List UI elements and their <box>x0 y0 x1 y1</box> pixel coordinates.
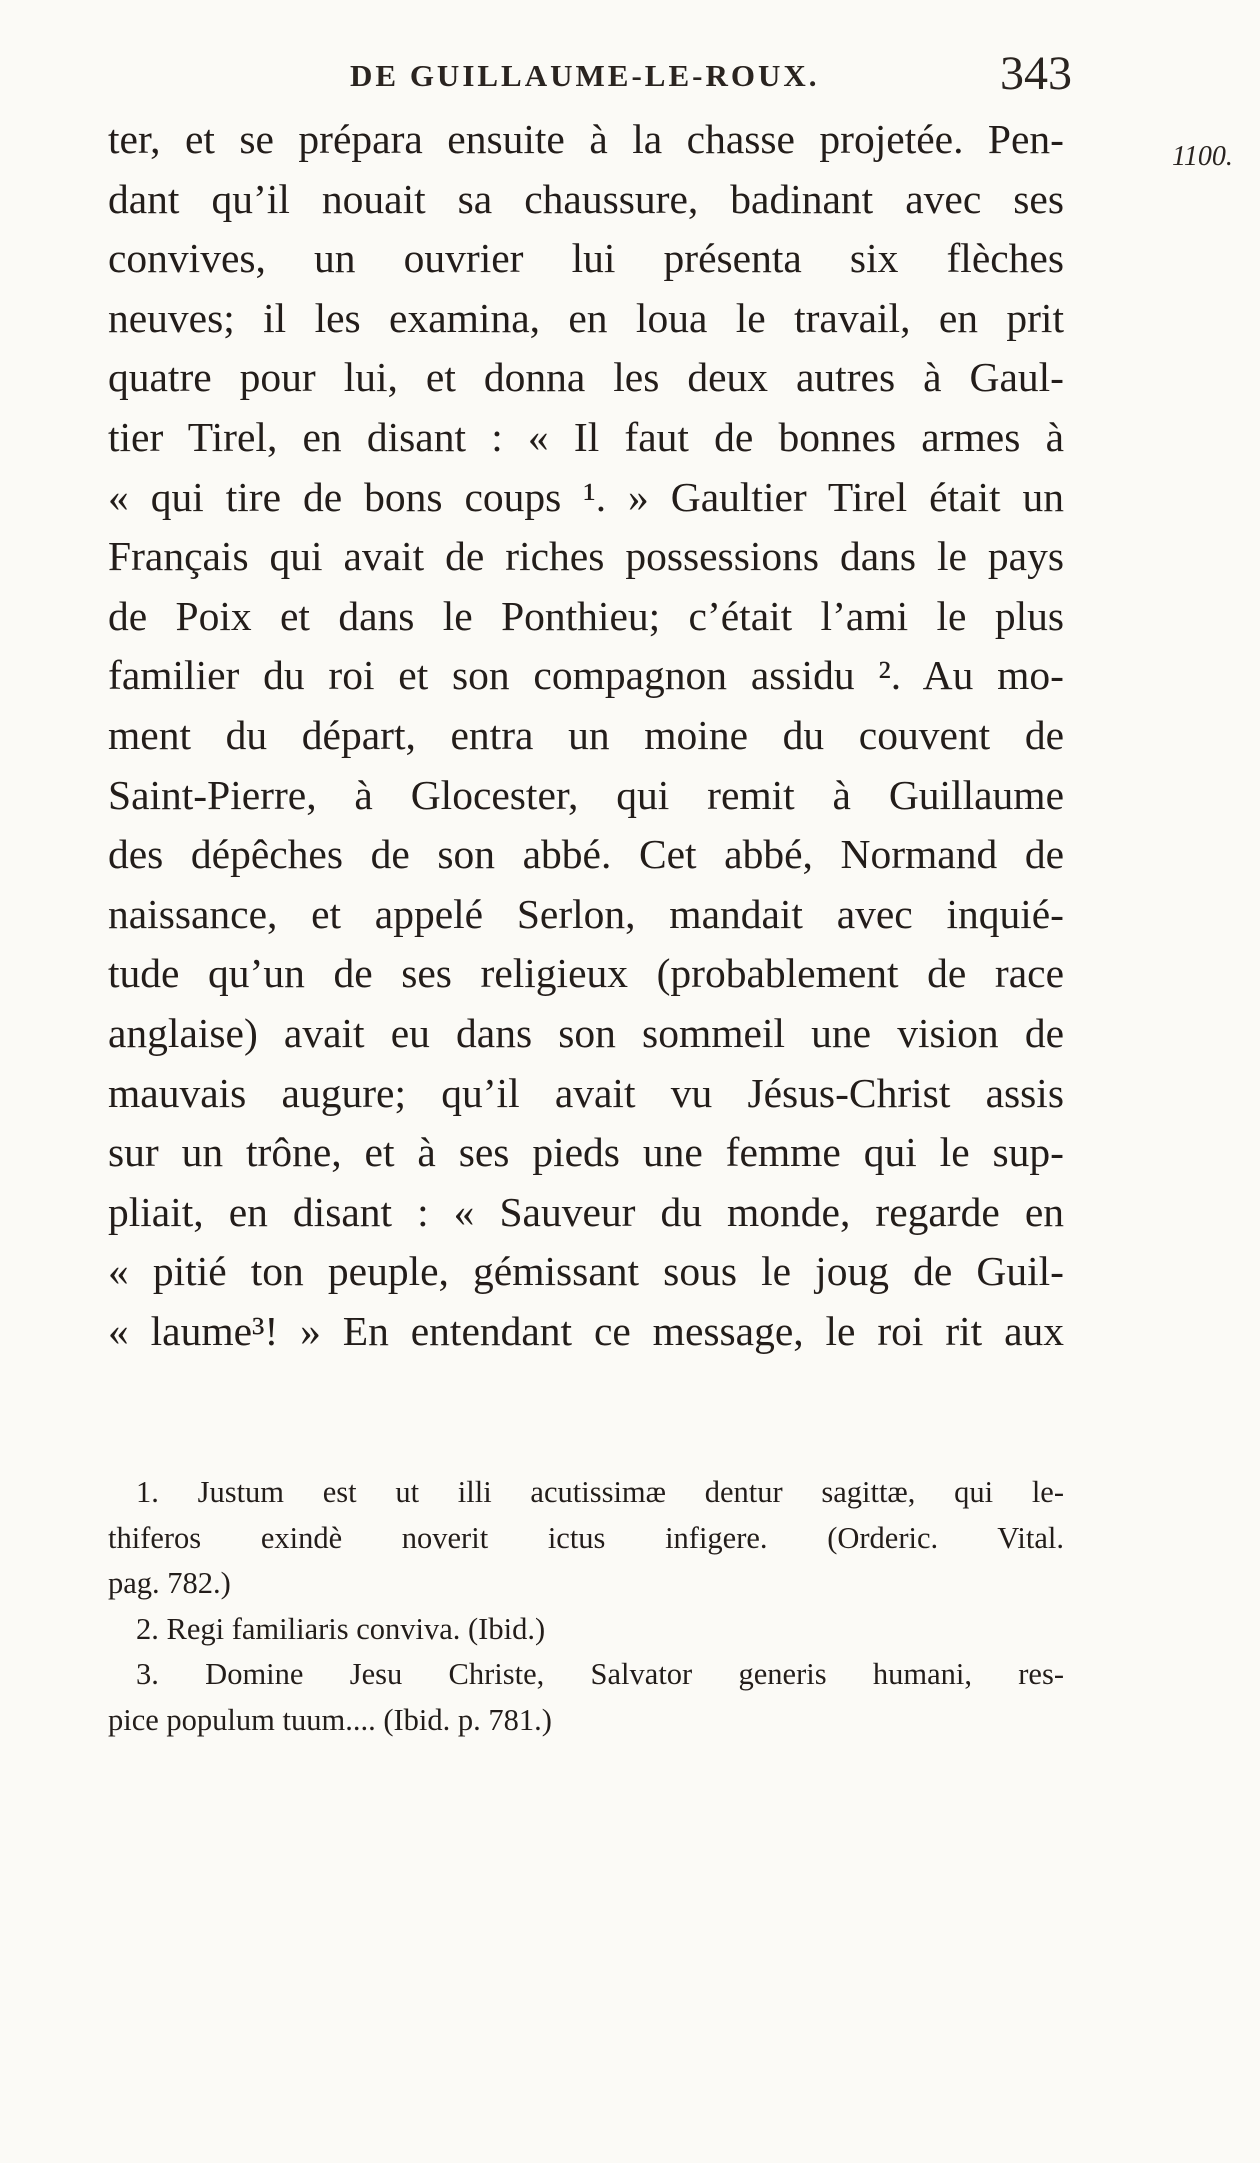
text-line: mauvais augure; qu’il avait vu Jésus-Christ assis <box>108 1069 1064 1116</box>
text-line: anglaise) avait eu dans son sommeil une vision de <box>108 1009 1064 1056</box>
text-line: « qui tire de bons coups ¹. » Gaultier Tirel était un <box>108 473 1064 520</box>
text-line: quatre pour lui, et donna les deux autres à Gaul- <box>108 354 1064 401</box>
footnote-3-line: 3. Domine Jesu Christe, Salvator generis humani, res- <box>136 1657 1064 1691</box>
footnote-1-line: pag. 782.) <box>108 1566 231 1600</box>
body-text <box>108 110 1064 1361</box>
text-line: Saint-Pierre, à Glocester, qui remit à Guillaume <box>108 771 1064 818</box>
text-line: familier du roi et son compagnon assidu ². Au mo- <box>108 652 1064 699</box>
text-line: des dépêches de son abbé. Cet abbé, Normand de <box>108 831 1064 878</box>
running-head <box>0 46 1260 106</box>
text-line: naissance, et appelé Serlon, mandait avec inquié- <box>108 890 1064 937</box>
text-line: « laume³! » En entendant ce message, le roi rit aux <box>108 1307 1064 1354</box>
running-title: DE GUILLAUME-LE-ROUX. <box>350 58 820 93</box>
text-line: pliait, en disant : « Sauveur du monde, regarde en <box>108 1188 1064 1235</box>
text-line: convives, un ouvrier lui présenta six flèches <box>108 235 1064 282</box>
text-line: dant qu’il nouait sa chaussure, badinant avec ses <box>108 175 1064 222</box>
footnote-1-line: thiferos exindè noverit ictus infigere. (Orderic. Vital. <box>108 1520 1064 1555</box>
footnotes <box>108 1470 1064 1743</box>
footnote-2: 2. Regi familiaris conviva. (Ibid.) <box>136 1611 546 1646</box>
text-line: ment du départ, entra un moine du couvent de <box>108 711 1064 758</box>
page-number: 343 <box>1000 47 1072 100</box>
text-line: ter, et se prépara ensuite à la chasse projetée. Pen- <box>108 116 1064 162</box>
text-line: « pitié ton peuple, gémissant sous le joug de Guil- <box>108 1248 1064 1295</box>
text-line: tude qu’un de ses religieux (probablement de race <box>108 950 1064 997</box>
text-line: sur un trône, et à ses pieds une femme qui le sup- <box>108 1129 1064 1176</box>
text-line: tier Tirel, en disant : « Il faut de bonnes armes à <box>108 413 1064 460</box>
footnote-3-line: pice populum tuum.... (Ibid. p. 781.) <box>108 1702 552 1737</box>
text-line: neuves; il les examina, en loua le travail, en prit <box>108 294 1064 341</box>
text-line: de Poix et dans le Ponthieu; c’était l’ami le plus <box>108 592 1064 639</box>
margin-year-note: 1100. <box>1172 141 1233 172</box>
text-line: Français qui avait de riches possessions dans le pays <box>108 533 1064 580</box>
footnote-1-line: 1. Justum est ut illi acutissimæ dentur sagittæ, qui le- <box>136 1475 1064 1509</box>
